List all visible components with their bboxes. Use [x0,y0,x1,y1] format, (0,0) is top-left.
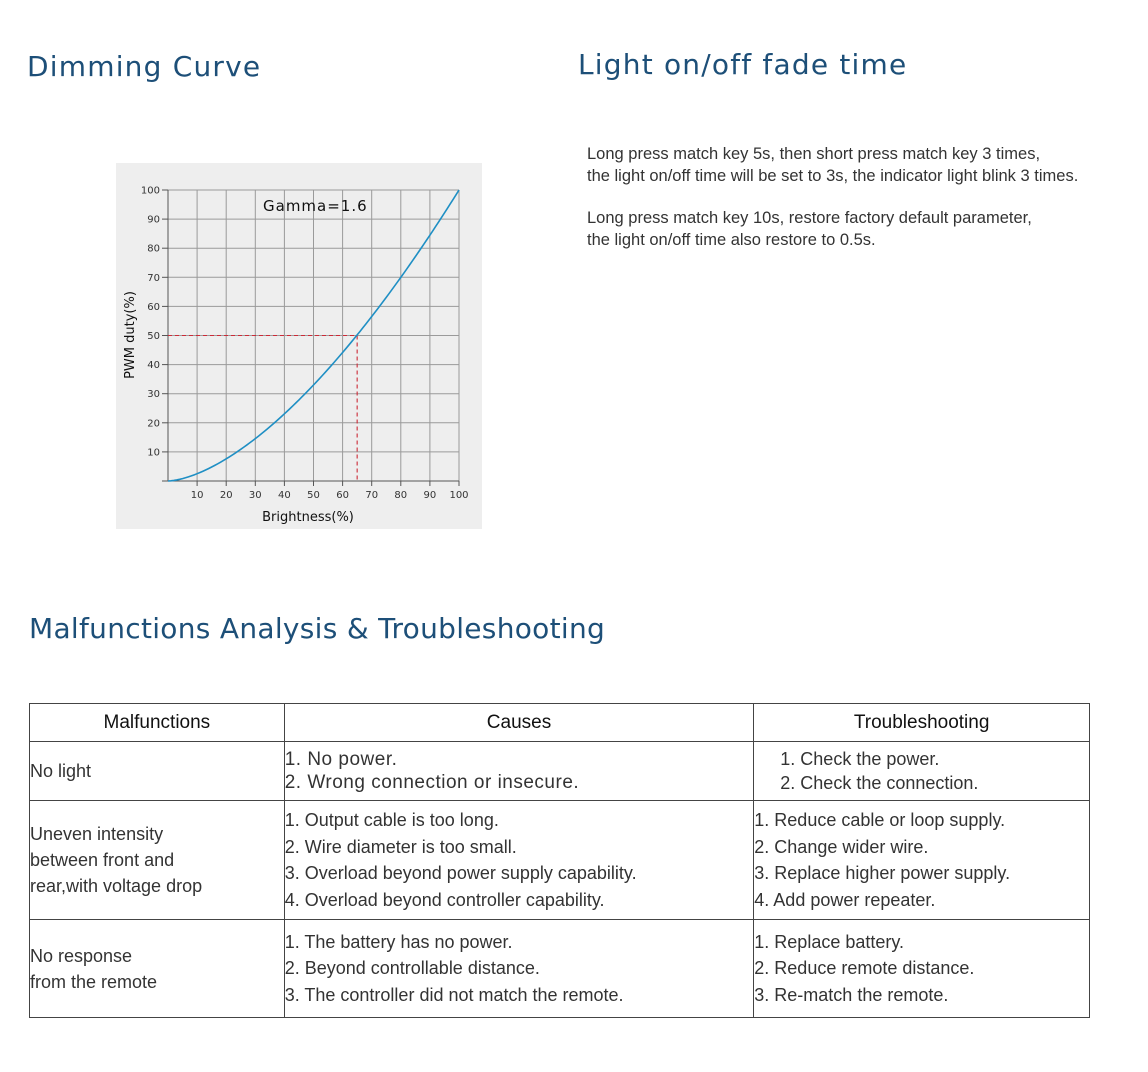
paragraph-line: the light on/off time will be set to 3s, the indicator light blink 3 times. [587,167,1079,185]
fade-instruction-paragraph [587,143,1078,187]
y-tick-label: 80 [147,243,160,255]
x-tick-label: 30 [248,490,262,501]
y-tick-label: 20 [147,418,160,430]
cell-line: Uneven intensity [30,824,164,844]
cell-line: No light [30,761,92,781]
x-axis-label: Brightness(%) [262,510,354,525]
causes-cell [284,801,754,920]
y-tick-label: 30 [147,389,160,401]
cell-line: 1. The battery has no power. [284,931,513,952]
cell-line: 1. Reduce cable or loop supply. [754,810,1006,830]
cell-line: 3. Re-match the remote. [754,984,949,1005]
cell-line: rear,with voltage drop [30,876,203,896]
paragraph-line: the light on/off time also restore to 0.5s. [587,231,876,249]
troubleshooting-cell [754,801,1090,920]
reference-lines [168,336,357,482]
dimming-curve-plot [116,163,482,529]
table-row [30,742,1090,801]
fade-time-heading: Light on/off fade time [578,48,908,81]
cell-line: 4. Overload beyond controller capability. [284,889,605,910]
y-tick-label: 60 [147,301,160,313]
column-header-troubleshooting: Troubleshooting [754,704,1090,742]
cell-line: 1. Replace battery. [754,931,905,952]
chart-axes [141,186,469,502]
x-tick-label: 60 [336,490,349,501]
cell-line: 3. The controller did not match the remote. [284,984,624,1005]
cell-line: 2. Change wider wire. [754,836,929,857]
troubleshooting-table [29,703,1090,1018]
cell-line: No response [30,945,133,966]
y-tick-label: 40 [147,360,160,372]
x-tick-label: 70 [365,490,379,501]
cell-line: 1. Check the power. [780,749,940,769]
cell-line: 4. Add power repeater. [754,889,936,910]
table-header-row [30,704,1090,742]
x-tick-label: 80 [394,490,408,501]
malfunctions-heading: Malfunctions Analysis & Troubleshooting [29,612,606,645]
cell-line: 2. Wire diameter is too small. [284,836,517,857]
cell-line: 2. Check the connection. [780,773,979,793]
x-tick-label: 40 [278,490,291,501]
y-tick-label: 90 [147,214,160,226]
paragraph-line: Long press match key 5s, then short press match key 3 times, [587,145,1041,163]
cell-line: 3. Overload beyond power supply capability. [284,863,637,883]
dimming-curve-chart [116,163,482,529]
y-tick-label: 10 [147,447,160,459]
table-row [30,920,1090,1018]
troubleshooting-cell [754,742,1090,801]
cell-line: from the remote [30,971,158,992]
paragraph-line: Long press match key 10s, restore factory default parameter, [587,209,1032,227]
x-tick-label: 50 [307,490,320,501]
x-tick-label: 100 [449,490,469,501]
gamma-annotation: Gamma=1.6 [263,197,368,215]
cell-line: 3. Replace higher power supply. [754,863,1011,883]
factory-reset-paragraph [587,207,1032,251]
cell-line: 2. Reduce remote distance. [754,958,975,979]
x-tick-label: 20 [219,490,233,501]
cell-line: 1. No power. [284,749,398,770]
y-axis-label: PWM duty(%) [123,291,138,379]
malfunction-cell [30,742,285,801]
column-header-malfunctions: Malfunctions [30,704,285,742]
cell-line: 2. Beyond controllable distance. [284,958,540,979]
y-tick-label: 70 [147,272,160,284]
troubleshooting-cell [754,920,1090,1018]
causes-cell [284,920,754,1018]
causes-cell [284,742,754,801]
cell-line: between front and [30,850,175,870]
cell-line: 2. Wrong connection or insecure. [284,772,580,793]
column-header-causes: Causes [284,704,754,742]
malfunction-cell [30,801,285,920]
x-tick-label: 90 [423,490,437,501]
y-tick-label: 100 [140,185,160,197]
table-row [30,801,1090,920]
dimming-curve-heading: Dimming Curve [27,50,262,83]
y-tick-label: 50 [147,331,160,342]
malfunction-cell [30,920,285,1018]
cell-line: 1. Output cable is too long. [284,810,499,830]
x-tick-label: 10 [190,490,204,501]
